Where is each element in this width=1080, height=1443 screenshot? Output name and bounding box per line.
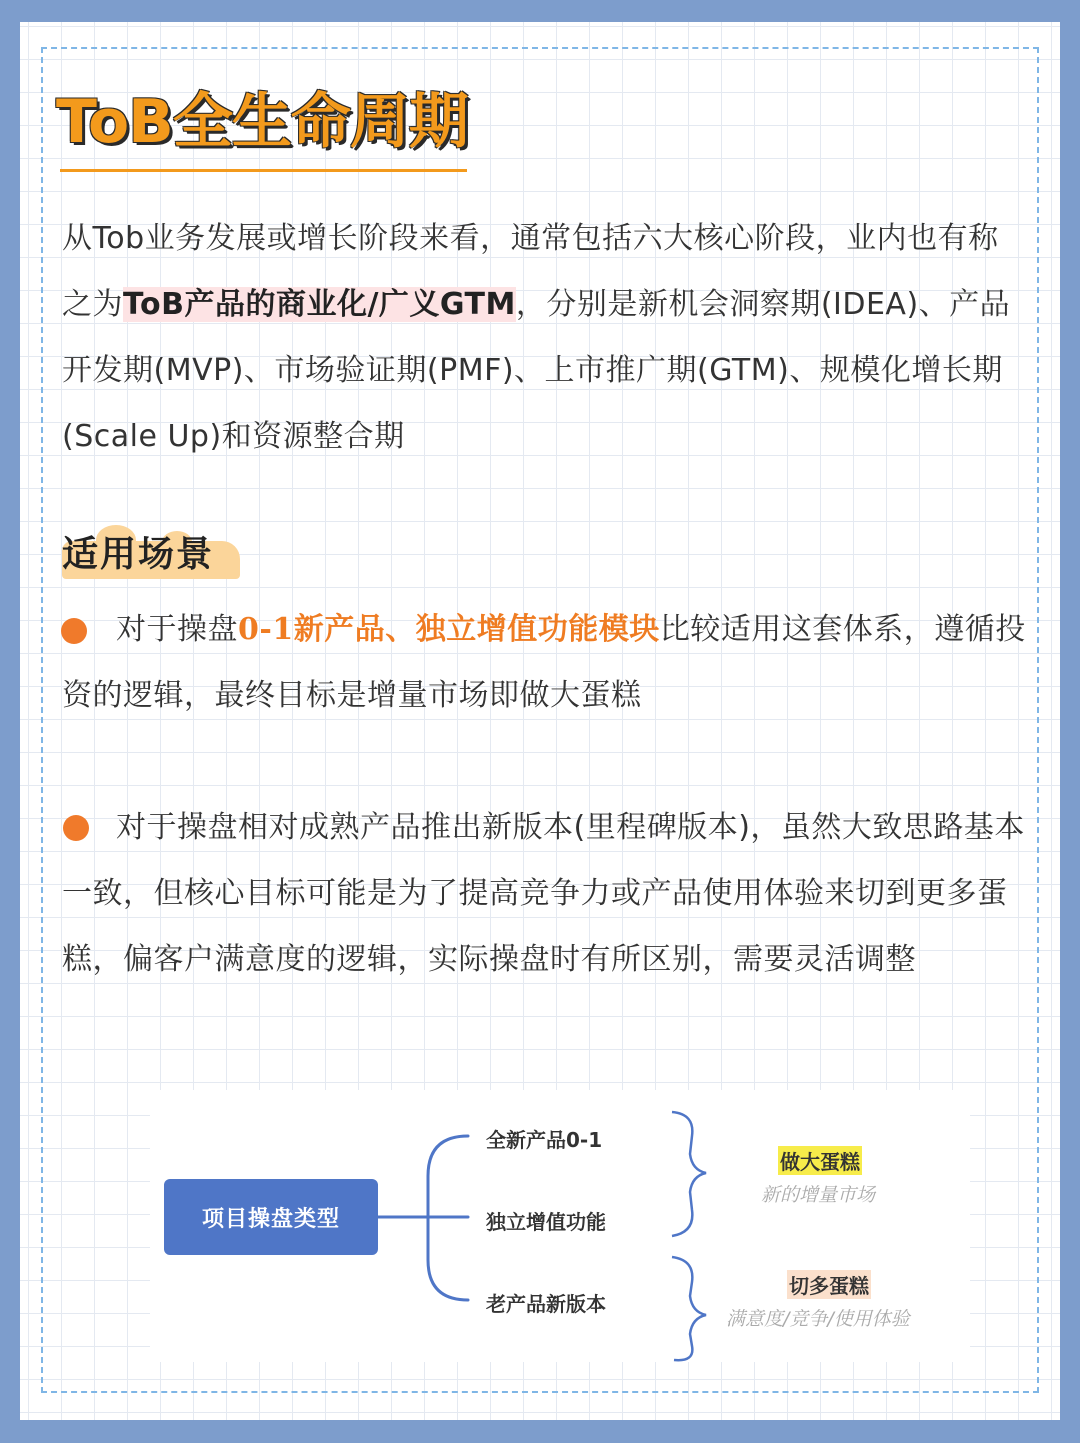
diagram-item-value-added-feature: 独立增值功能 xyxy=(486,1210,606,1234)
bullet-1-suffix: 比较适用这套体系，遵循投资的逻辑，最终目标是增量市场即做大蛋糕 xyxy=(62,612,1026,713)
intro-text-1: 从Tob业务发展或增长阶段来看，通常包括六大核心阶段，业内也有称之为 xyxy=(62,221,999,322)
diagram-item-new-product: 全新产品0-1 xyxy=(486,1128,603,1152)
diagram-outcome-sub-grow: 新的增量市场 xyxy=(761,1184,876,1206)
bullet-2-text: 对于操盘相对成熟产品推出新版本(里程碑版本)，虽然大致思路基本一致，但核心目标可能是为了提高竞争力或产品使用体验来切到更多蛋糕，偏客户满意度的逻辑，实际操盘时有所区别，需要灵活调整 xyxy=(62,810,1025,977)
intro-paragraph xyxy=(62,206,1024,470)
diagram-outcome-tag-share: 切多蛋糕 xyxy=(787,1270,871,1299)
intro-text-2: ，分别是新机会洞察期(IDEA)、产品开发期(MVP)、市场验证期(PMF)、上市推广期(GTM)、规模化增长期(Scale Up)和资源整合期 xyxy=(62,287,1011,454)
section-heading-label: 适用场景 xyxy=(62,534,215,575)
page-title: ToB全生命周期 xyxy=(56,87,468,157)
bullet-paragraph-1 xyxy=(62,597,1032,729)
title-underline xyxy=(60,169,467,172)
intro-highlight: ToB产品的商业化/广义GTM xyxy=(123,287,516,322)
diagram-root-box: 项目操盘类型 xyxy=(164,1179,378,1255)
project-type-diagram xyxy=(150,1090,970,1362)
bullet-1-highlight: 0-1新产品、独立增值功能模块 xyxy=(238,612,660,647)
diagram-item-old-product-new-version: 老产品新版本 xyxy=(486,1292,606,1316)
diagram-outcome-sub-share: 满意度/竞争/使用体验 xyxy=(726,1308,910,1330)
diagram-outcome-tag-grow: 做大蛋糕 xyxy=(778,1146,862,1175)
bullet-paragraph-2 xyxy=(62,795,1032,993)
section-heading xyxy=(62,523,240,579)
bullet-1-prefix: 对于操盘 xyxy=(116,612,238,647)
